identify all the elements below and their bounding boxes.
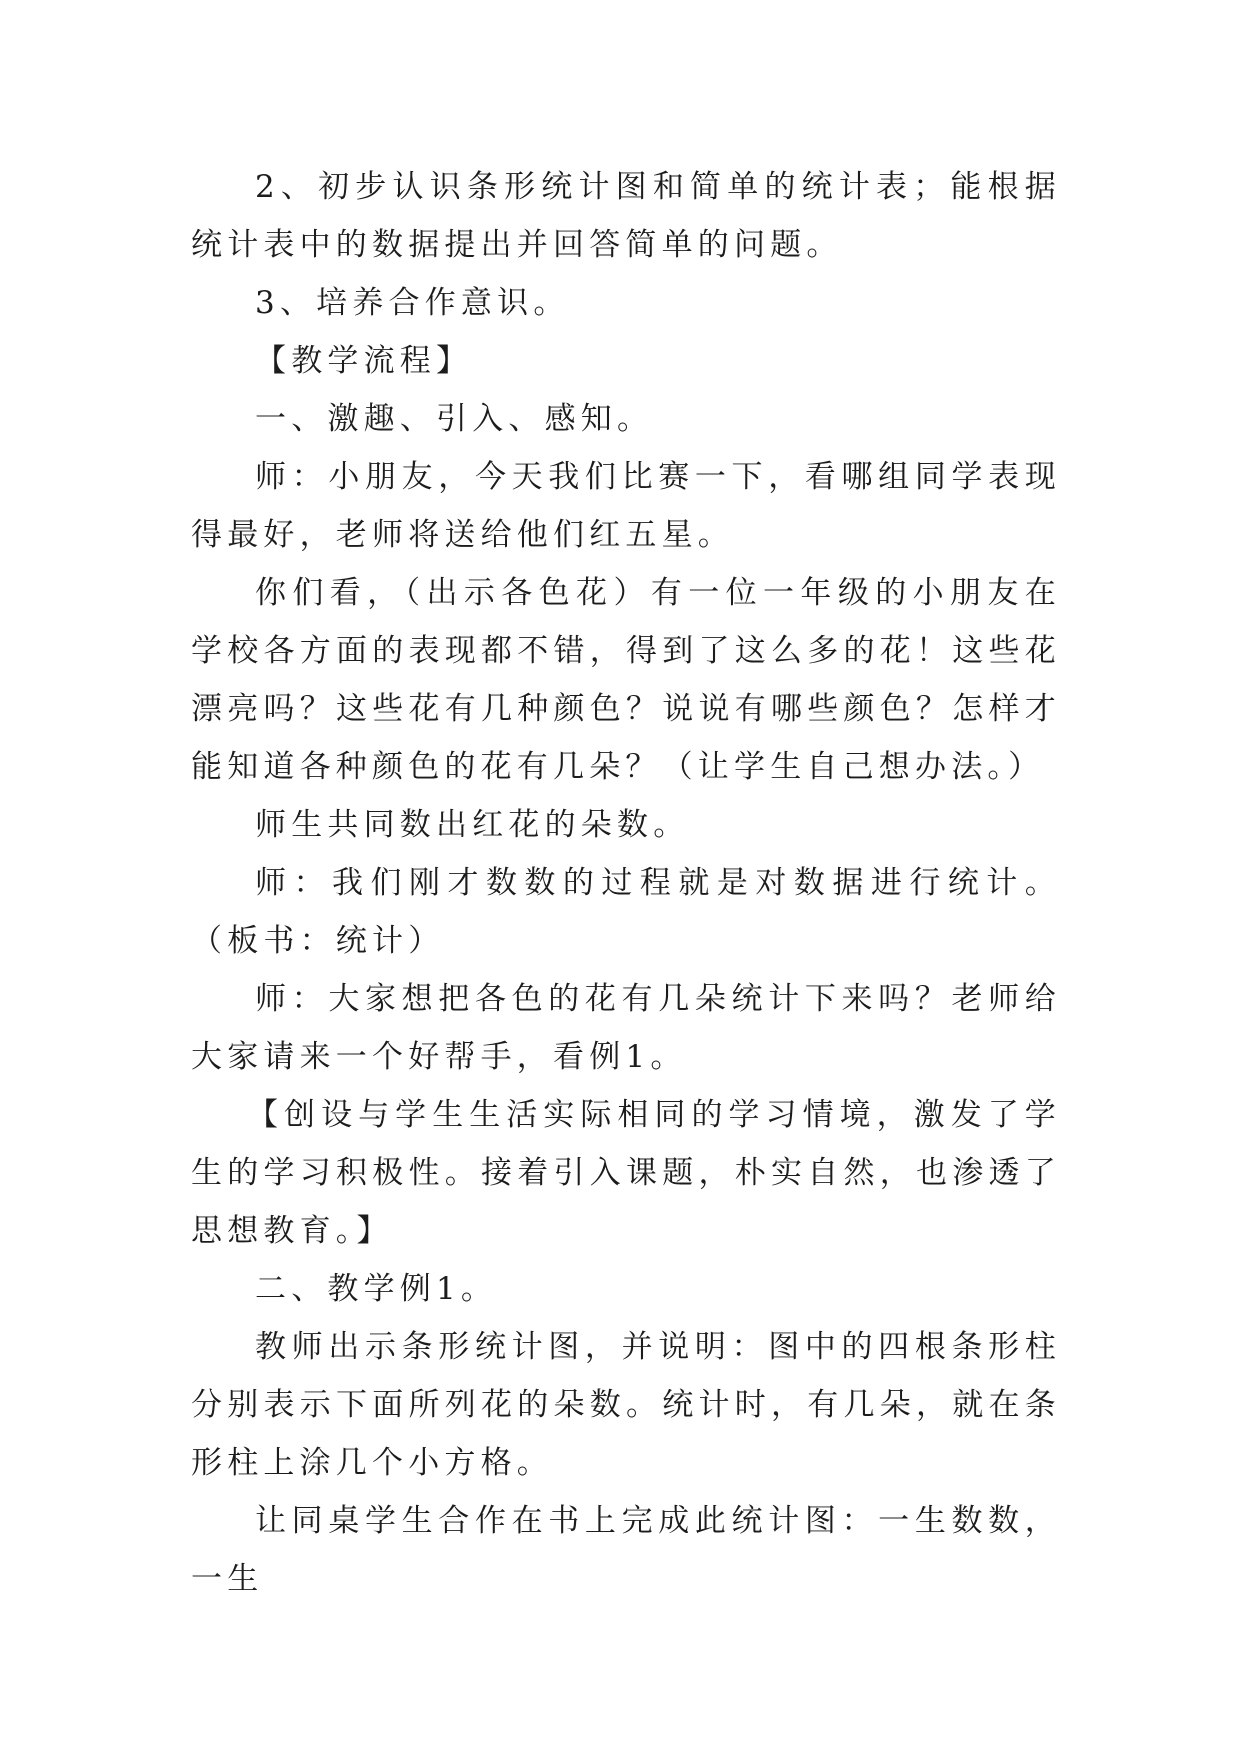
paragraph-pair-work: 让同桌学生合作在书上完成此统计图：一生数数，一生	[191, 1503, 1061, 1597]
paragraph-objective-3: 3、培养合作意识。	[255, 285, 570, 321]
paragraph-commentary: 【创设与学生生活实际相同的学习情境，激发了学生的学习积极性。接着引入课题，朴实自然，也渗透了思想教育。】	[191, 1097, 1061, 1249]
paragraph-example-1-intro: 师：大家想把各色的花有几朵统计下来吗？老师给大家请来一个好帮手，看例1。	[191, 981, 1061, 1075]
section-heading-part-2: 二、教学例1。	[255, 1271, 498, 1307]
paragraph-bar-chart-explain: 教师出示条形统计图，并说明：图中的四根条形柱分别表示下面所列花的朵数。统计时，有几朵，就在条形柱上涂几个小方格。	[191, 1329, 1061, 1481]
section-heading-part-1: 一、激趣、引入、感知。	[255, 401, 654, 437]
section-heading-teaching-flow: 【教学流程】	[255, 343, 473, 379]
paragraph-teacher-intro: 师：小朋友，今天我们比赛一下，看哪组同学表现得最好，老师将送给他们红五星。	[191, 459, 1061, 553]
paragraph-objective-2: 2、初步认识条形统计图和简单的统计表；能根据统计表中的数据提出并回答简单的问题。	[191, 169, 1061, 263]
paragraph-count-red-flowers: 师生共同数出红花的朵数。	[255, 807, 690, 843]
paragraph-show-flowers: 你们看，（出示各色花）有一位一年级的小朋友在学校各方面的表现都不错，得到了这么多的花！这些花漂亮吗？这些花有几种颜色？说说有哪些颜色？怎样才能知道各种颜色的花有几朵？（让学生自己想办法。）	[191, 575, 1061, 785]
paragraph-statistics-board: 师：我们刚才数数的过程就是对数据进行统计。（板书：统计）	[191, 865, 1061, 959]
